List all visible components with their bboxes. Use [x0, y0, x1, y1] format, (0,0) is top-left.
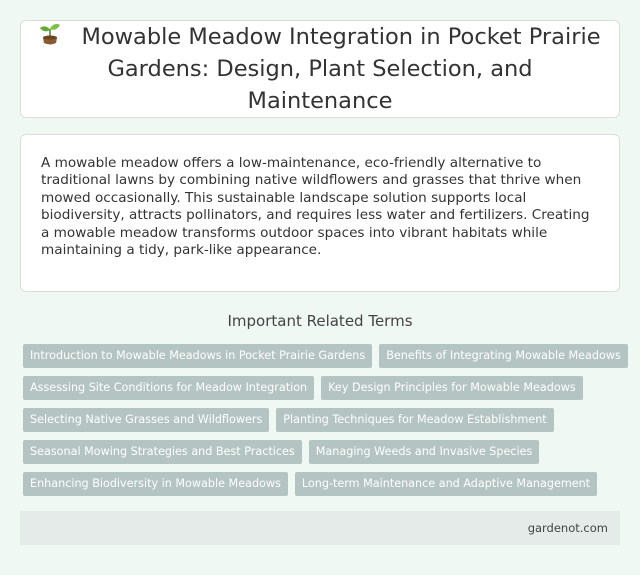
term-tag[interactable]: Seasonal Mowing Strategies and Best Practices [23, 440, 302, 464]
seedling-icon [39, 23, 61, 47]
related-terms-heading: Important Related Terms [227, 312, 413, 330]
term-tag[interactable]: Long-term Maintenance and Adaptive Management [295, 472, 597, 496]
summary-text: A mowable meadow offers a low-maintenance, eco-friendly alternative to traditional lawns by combining native wildflowers and grasses that thrive when mowed occasionally. This sustainable landscape solution supports local biodiversity, attracts pollinators, and requires less water and fertilizers. Creating a mowable meadow transforms outdoor spaces into vibrant habitats while maintaining a tidy, park-like appearance. [41, 155, 590, 259]
related-terms-list [23, 344, 623, 504]
term-row [23, 344, 623, 376]
term-row [23, 376, 623, 408]
term-row [23, 440, 623, 472]
term-tag[interactable]: Introduction to Mowable Meadows in Pocket Prairie Gardens [23, 344, 372, 368]
term-tag[interactable]: Managing Weeds and Invasive Species [309, 440, 540, 464]
summary-card [20, 134, 620, 292]
term-row [23, 472, 623, 504]
title-card [20, 20, 620, 118]
term-tag[interactable]: Selecting Native Grasses and Wildflowers [23, 408, 269, 432]
term-tag[interactable]: Benefits of Integrating Mowable Meadows [379, 344, 628, 368]
term-tag[interactable]: Planting Techniques for Meadow Establishment [276, 408, 553, 432]
term-row [23, 408, 623, 440]
term-tag[interactable]: Enhancing Biodiversity in Mowable Meadows [23, 472, 288, 496]
term-tag[interactable]: Assessing Site Conditions for Meadow Integration [23, 376, 314, 400]
page-title-text: Mowable Meadow Integration in Pocket Prairie Gardens: Design, Plant Selection, and Maintenance [81, 24, 601, 114]
footer [20, 511, 620, 545]
footer-site-link[interactable]: gardenot.com [527, 521, 608, 535]
term-tag[interactable]: Key Design Principles for Mowable Meadows [321, 376, 583, 400]
page-title [39, 21, 601, 117]
